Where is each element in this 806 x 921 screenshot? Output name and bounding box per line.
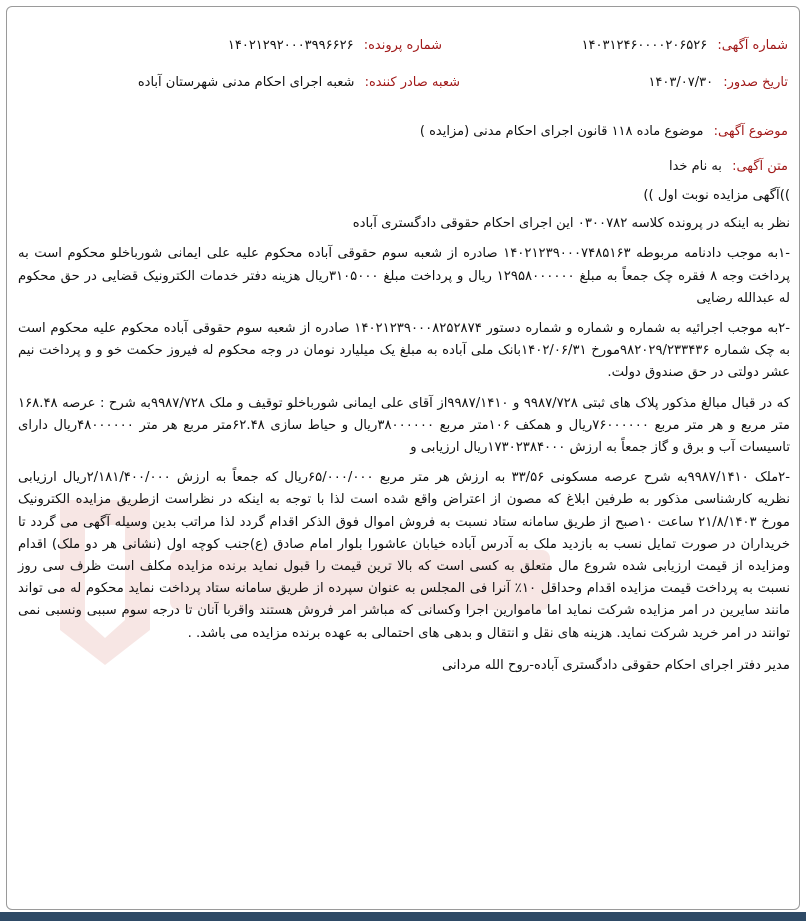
ad-title: ))آگهی مزایده نوبت اول )) xyxy=(643,188,790,203)
subject-value: موضوع ماده ۱۱۸ قانون اجرای احکام مدنی (مزایده ) xyxy=(419,124,704,139)
subject-field xyxy=(420,124,788,139)
signature: مدیر دفتر اجرای احکام حقوقی دادگستری آباده-روح الله مردانی xyxy=(441,657,790,673)
issuer-field xyxy=(138,75,460,90)
case-number-field xyxy=(228,38,442,53)
paragraph-4: -۲ملک ۹۹۸۷/۱۴۱۰به شرح عرصه مسکونی ۳۳/۵۶ به ارزش هر متر مربع ۶۵/۰۰۰/۰۰۰ریال که جمعاً به ارزش ۲/۱۸۱/۴۰۰/۰۰۰ریال ارزیابی نظریه کارشناسی مذکور به طرفین ابلاغ که مصون از اعتراض واقع شده است لذا با توجه به اینکه در نظراست ازطریق مزایده الکترونیک مورخ ۲۱/۸/۱۴۰۳ ساعت ۱۰صبح از طریق سامانه ستاد نسبت به فروش اموال فوق الذکر اقدام گردد لذا مراتب بدین وسیله آگهی می گردد تا خریداران در صورت تمایل نسب به بازدید ملک به آدرس آباده خیابان عاشورا بلوار امام صادق (ع)جنب کوچه اول (نشانی هر دو ملک) اقدام ومزایده از قیمت ارزیابی شده شروع مال متعلق به کسی است که بالا ترین قیمت را قبول نماید برنده مزایده مکلف است ظرف سی روز نسبت به پرداخت قیمت مزایده اقدام وحداقل ۱۰٪ آنرا فی المجلس به عنوان سپرده از طریق سامانه ستاد پرداخت نماید محکوم له می تواند مانند سایرین در امر مزایده شرکت نماید اما ماموارین اجرا وکسانی که مباشر امر فروش هستند واقربا آنان تا درجه سوم سببی ونسبی نمی توانند در امر خرید شرکت نماید. هزینه های نقل و انتقال و بدهی های احتمالی به عهده برنده مزایده می باشد. . xyxy=(18,470,790,641)
bottom-bar xyxy=(0,912,806,921)
paragraph-2: -۲به موجب اجرائیه به شماره و شماره و شماره دستور ۱۴۰۲۱۲۳۹۰۰۰۸۲۵۲۸۷۴ صادره از شعبه سوم حقوقی آباده محکوم علیه محکوم است به چک شماره ۹۸۲۰۲۹/۲۳۳۴۳۶مورخ ۱۴۰۲/۰۶/۳۱بانک ملی آباده به مبلغ یک میلیارد نومان در وجه محکوم له فیروز حکمت خو و و پرداخت نیم عشر دولتی در حق صندوق دولت. xyxy=(18,321,790,381)
ad-number-value: ۱۴۰۳۱۲۴۶۰۰۰۰۲۰۶۵۲۶ xyxy=(581,38,708,53)
case-number-label: شماره پرونده: xyxy=(363,38,442,53)
subject-label: موضوع آگهی: xyxy=(713,124,788,139)
ad-text-value: به نام خدا xyxy=(668,159,722,174)
paragraph-1: -۱به موجب دادنامه مربوطه ۱۴۰۲۱۲۳۹۰۰۰۷۴۸۵۱۶۳ صادره از شعبه سوم حقوقی آباده محکوم علیه علی ایمانی شورباخلو محکوم است به پرداخت وجه ۸ فقره چک جمعاً به مبلغ ۱۲۹۵۸۰۰۰۰۰۰ ریال و پرداخت مبلغ ۳۱۰۵۰۰۰ریال هزینه دفتر خدمات الکترونیک قضایی در حق محکوم له عبدالله رضایی xyxy=(18,246,791,306)
paragraph-intro: نظر به اینکه در پرونده کلاسه ۰۳۰۰۷۸۲ این اجرای احکام حقوقی دادگستری آباده xyxy=(352,216,790,232)
ad-text-label: متن آگهی: xyxy=(732,159,788,174)
issuer-value: شعبه اجرای احکام مدنی شهرستان آباده xyxy=(137,75,355,90)
ad-body xyxy=(18,185,790,681)
issuer-label: شعبه صادر کننده: xyxy=(364,75,460,90)
ad-number-label: شماره آگهی: xyxy=(717,38,788,53)
issue-date-field xyxy=(648,75,788,90)
issue-date-label: تاریخ صدور: xyxy=(723,75,788,90)
ad-number-field xyxy=(582,38,788,53)
case-number-value: ۱۴۰۲۱۲۹۲۰۰۰۳۹۹۶۶۲۶ xyxy=(227,38,354,53)
issue-date-value: ۱۴۰۳/۰۷/۳۰ xyxy=(648,75,714,90)
paragraph-3: که در قبال مبالغ مذکور پلاک های ثبتی ۹۹۸۷/۷۲۸ و ۹۹۸۷/۱۴۱۰از آقای علی ایمانی شورباخلو توقیف و ملک ۹۹۸۷/۷۲۸به شرح : عرصه ۱۶۸.۴۸ متر مربع و هر متر مربع ۷۶۰۰۰۰۰۰ریال و همکف ۱۰۶متر مربع ۳۸۰۰۰۰۰۰ریال و حیاط سازی ۶۲.۴۸متر مربع هر متر ۴۸۰۰۰۰۰۰ریال دارای تاسیسات آب و برق و گاز جمعاً به ارزش ۱۷۳۰۲۳۸۴۰۰۰ریال ارزیابی و xyxy=(18,395,791,456)
ad-text-field xyxy=(669,159,788,174)
